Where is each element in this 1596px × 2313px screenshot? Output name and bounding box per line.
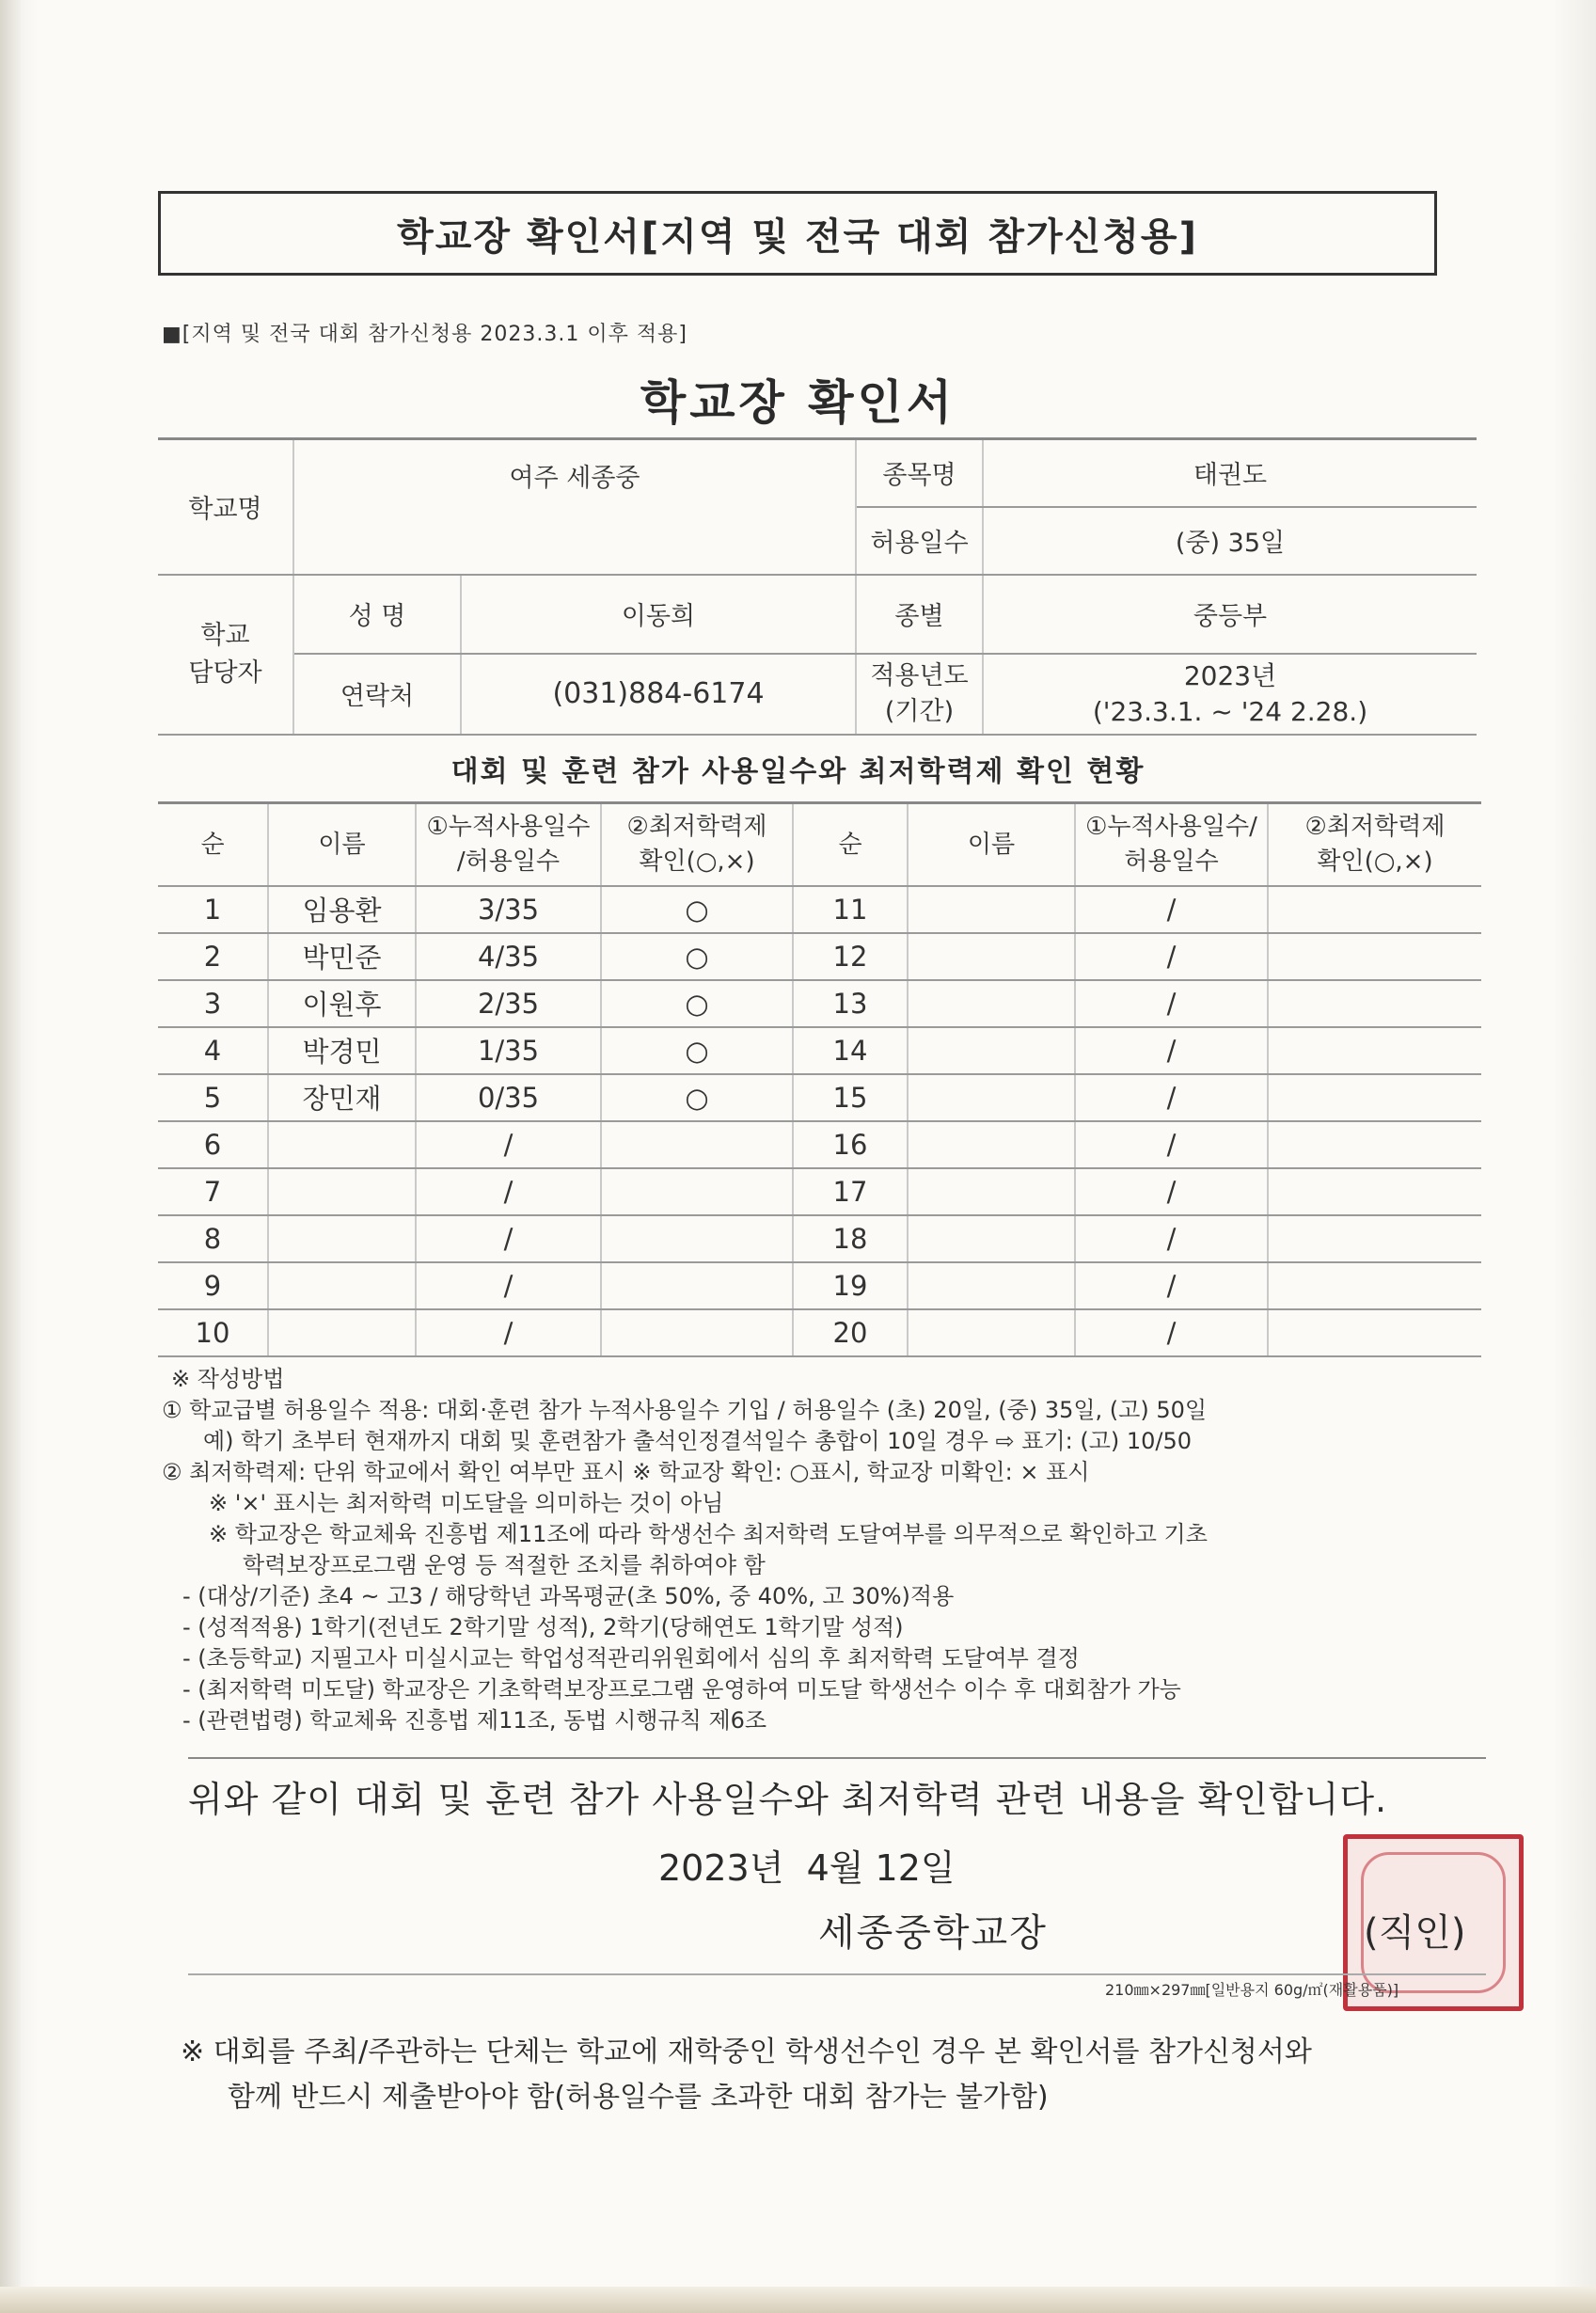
- footer-line1: ※ 대회를 주최/주관하는 단체는 학교에 재학중인 학생선수인 경우 본 확인서를 참가신청서와: [181, 2036, 1312, 2068]
- row-name: [908, 886, 1075, 933]
- row-days: /: [1075, 886, 1268, 933]
- sport-label: 종목명: [856, 439, 983, 507]
- header-days-right-line2: 허용일수: [1124, 847, 1219, 876]
- row-no: 14: [793, 1027, 908, 1074]
- year-value-line1: 2023년: [1183, 659, 1277, 691]
- school-label: 학교명: [158, 439, 293, 575]
- guide-line: ② 최저학력제: 단위 학교에서 확인 여부만 표시 ※ 학교장 확인: ○표시, 학교장 미확인: × 표시: [162, 1459, 1090, 1485]
- row-days: /: [1075, 1262, 1268, 1309]
- header-no-right: 순: [793, 803, 908, 886]
- year-label-line2: (기간): [884, 696, 955, 726]
- guide-line: - (관련법령) 학교체육 진흥법 제11조, 동법 시행규칙 제6조: [182, 1707, 767, 1734]
- seal-label: (직인): [1364, 1911, 1466, 1955]
- header-box-title: 학교장 확인서[지역 및 전국 대회 참가신청용]: [158, 191, 1437, 276]
- year-label: [856, 654, 983, 735]
- header-days-line1: ①누적사용일수: [426, 813, 591, 842]
- table-row: [158, 1215, 1481, 1262]
- header-days: [416, 803, 601, 886]
- manager-label-text: 학교 담당자: [188, 620, 262, 688]
- row-name: [908, 1262, 1075, 1309]
- header-days-right: [1075, 803, 1268, 886]
- header-days-line2: /허용일수: [456, 847, 561, 876]
- row-days: /: [416, 1168, 601, 1215]
- row-days: /: [1075, 1215, 1268, 1262]
- row-check: [1268, 1074, 1481, 1121]
- row-name: [908, 1168, 1075, 1215]
- row-days: /: [416, 1309, 601, 1356]
- row-check: [1268, 980, 1481, 1027]
- header-days-right-line1: ①누적사용일수/: [1085, 813, 1257, 842]
- guide-line: ※ 학교장은 학교체육 진흥법 제11조에 따라 학생선수 최저학력 도달여부를 의무적으로 확인하고 기초: [209, 1521, 1208, 1547]
- paper-spec-note: 210㎜×297㎜[일반용지 60g/㎡(재활용품)]: [1105, 1981, 1399, 1999]
- status-header-row: [158, 803, 1481, 886]
- header-check-line2: 확인(○,×): [639, 847, 755, 876]
- row-check: [1268, 886, 1481, 933]
- row-name: [268, 1215, 416, 1262]
- row-days: /: [1075, 1027, 1268, 1074]
- contact-label: 연락처: [293, 654, 461, 735]
- table-row: [158, 886, 1481, 933]
- table-row: [158, 933, 1481, 980]
- row-days: /: [1075, 1168, 1268, 1215]
- row-name: [908, 933, 1075, 980]
- name-label: 성 명: [293, 575, 461, 654]
- row-name: [908, 1309, 1075, 1356]
- row-no: 20: [793, 1309, 908, 1356]
- year-value: [983, 654, 1477, 735]
- row-check: [601, 1215, 793, 1262]
- row-name: [268, 1121, 416, 1168]
- row-check: ○: [601, 980, 793, 1027]
- table-row: [158, 1168, 1481, 1215]
- table-row: [158, 1027, 1481, 1074]
- row-check: [601, 1121, 793, 1168]
- row-check: ○: [601, 1074, 793, 1121]
- row-no: 8: [158, 1215, 268, 1262]
- subtitle-note: ■[지역 및 전국 대회 참가신청용 2023.3.1 이후 적용]: [162, 323, 687, 346]
- row-no: 10: [158, 1309, 268, 1356]
- row-name: [908, 980, 1075, 1027]
- row-check: [1268, 1262, 1481, 1309]
- row-days: 4/35: [416, 933, 601, 980]
- school-value: 여주 세종중: [293, 439, 856, 575]
- row-no: 3: [158, 980, 268, 1027]
- row-name: 박경민: [268, 1027, 416, 1074]
- row-check: ○: [601, 886, 793, 933]
- table-row: [158, 1121, 1481, 1168]
- row-no: 16: [793, 1121, 908, 1168]
- year-value-line2: ('23.3.1. ~ '24 2.28.): [1092, 695, 1368, 727]
- row-check: [1268, 1168, 1481, 1215]
- status-table: [158, 801, 1481, 1357]
- name-value: 이동희: [461, 575, 856, 654]
- row-no: 18: [793, 1215, 908, 1262]
- category-label: 종별: [856, 575, 983, 654]
- allowed-days-value: (중) 35일: [983, 507, 1477, 575]
- row-days: /: [1075, 1074, 1268, 1121]
- row-check: [601, 1309, 793, 1356]
- row-days: /: [416, 1121, 601, 1168]
- header-name: 이름: [268, 803, 416, 886]
- footer-line2: 함께 반드시 제출받아야 함(허용일수를 초과한 대회 참가는 불가함): [228, 2081, 1049, 2114]
- table-row: [158, 1309, 1481, 1356]
- divider-bottom: [188, 1973, 1486, 1975]
- header-check-line1: ②최저학력제: [626, 813, 767, 842]
- guide-line: ① 학교급별 허용일수 적용: 대회·훈련 참가 누적사용일수 기입 / 허용일수 (초) 20일, (중) 35일, (고) 50일: [162, 1397, 1208, 1423]
- row-check: [1268, 1215, 1481, 1262]
- main-title: 학교장 확인서: [640, 375, 956, 430]
- principal-name: 세종중학교장: [818, 1911, 1048, 1955]
- header-check: [601, 803, 793, 886]
- status-body: [158, 886, 1481, 1356]
- confirm-statement: 위와 같이 대회 및 훈련 참가 사용일수와 최저학력 관련 내용을 확인합니다.: [188, 1779, 1388, 1820]
- year-label-line1: 적용년도: [870, 660, 969, 690]
- guide-heading: ※ 작성방법: [171, 1366, 285, 1392]
- row-check: [1268, 1121, 1481, 1168]
- contact-value: (031)884-6174: [461, 654, 856, 735]
- table-row: [158, 1074, 1481, 1121]
- row-check: [1268, 933, 1481, 980]
- row-name: [268, 1262, 416, 1309]
- guide-line: 예) 학기 초부터 현재까지 대회 및 훈련참가 출석인정결석일수 총합이 10일 경우 ⇨ 표기: (고) 10/50: [203, 1428, 1193, 1454]
- footer-note: [181, 2030, 1312, 2120]
- row-days: /: [1075, 933, 1268, 980]
- category-value: 중등부: [983, 575, 1477, 654]
- row-name: [908, 1027, 1075, 1074]
- row-no: 12: [793, 933, 908, 980]
- row-no: 19: [793, 1262, 908, 1309]
- header-check-right-line1: ②최저학력제: [1304, 813, 1446, 842]
- row-name: 박민준: [268, 933, 416, 980]
- row-check: [1268, 1309, 1481, 1356]
- row-days: /: [1075, 1121, 1268, 1168]
- info-table: [158, 437, 1477, 736]
- sport-value: 태권도: [983, 439, 1477, 507]
- row-check: ○: [601, 1027, 793, 1074]
- row-no: 6: [158, 1121, 268, 1168]
- writing-guide: [162, 1364, 1497, 1736]
- row-days: /: [416, 1262, 601, 1309]
- guide-line: 학력보장프로그램 운영 등 적절한 조치를 취하여야 함: [243, 1552, 766, 1578]
- guide-line: - (성적적용) 1학기(전년도 2학기말 성적), 2학기(당해연도 1학기말 성적): [182, 1614, 904, 1640]
- page-bottom-edge: [0, 2287, 1596, 2313]
- row-check: [1268, 1027, 1481, 1074]
- row-no: 2: [158, 933, 268, 980]
- row-days: /: [1075, 980, 1268, 1027]
- page-edge-shadow: [0, 0, 21, 2313]
- row-check: ○: [601, 933, 793, 980]
- row-check: [601, 1262, 793, 1309]
- row-no: 17: [793, 1168, 908, 1215]
- manager-label: [158, 575, 293, 735]
- row-no: 15: [793, 1074, 908, 1121]
- guide-line: - (최저학력 미도달) 학교장은 기초학력보장프로그램 운영하여 미도달 학생선수 이수 후 대회참가 가능: [182, 1676, 1181, 1703]
- header-name-right: 이름: [908, 803, 1075, 886]
- row-check: [601, 1168, 793, 1215]
- row-no: 1: [158, 886, 268, 933]
- row-no: 13: [793, 980, 908, 1027]
- row-days: 0/35: [416, 1074, 601, 1121]
- status-title: 대회 및 훈련 참가 사용일수와 최저학력제 확인 현황: [450, 755, 1146, 788]
- row-no: 5: [158, 1074, 268, 1121]
- header-no: 순: [158, 803, 268, 886]
- row-name: 임용환: [268, 886, 416, 933]
- allowed-days-label: 허용일수: [856, 507, 983, 575]
- row-no: 4: [158, 1027, 268, 1074]
- guide-line: - (초등학교) 지필고사 미실시교는 학업성적관리위원회에서 심의 후 최저학력 도달여부 결정: [182, 1645, 1080, 1671]
- row-name: [268, 1168, 416, 1215]
- row-no: 9: [158, 1262, 268, 1309]
- row-name: [268, 1309, 416, 1356]
- row-name: [908, 1074, 1075, 1121]
- row-name: [908, 1215, 1075, 1262]
- row-days: 2/35: [416, 980, 601, 1027]
- header-check-right-line2: 확인(○,×): [1317, 847, 1433, 876]
- row-days: /: [416, 1215, 601, 1262]
- table-row: [158, 1262, 1481, 1309]
- divider-top: [188, 1757, 1486, 1759]
- row-days: 3/35: [416, 886, 601, 933]
- table-row: [158, 980, 1481, 1027]
- header-check-right: [1268, 803, 1481, 886]
- row-name: 이원후: [268, 980, 416, 1027]
- row-no: 7: [158, 1168, 268, 1215]
- row-days: /: [1075, 1309, 1268, 1356]
- row-name: 장민재: [268, 1074, 416, 1121]
- confirm-date: 2023년 4월 12일: [658, 1847, 956, 1889]
- row-days: 1/35: [416, 1027, 601, 1074]
- guide-line: - (대상/기준) 초4 ~ 고3 / 해당학년 과목평균(초 50%, 중 40%, 고 30%)적용: [182, 1583, 955, 1609]
- guide-line: ※ '×' 표시는 최저학력 미도달을 의미하는 것이 아님: [209, 1490, 724, 1516]
- row-name: [908, 1121, 1075, 1168]
- row-no: 11: [793, 886, 908, 933]
